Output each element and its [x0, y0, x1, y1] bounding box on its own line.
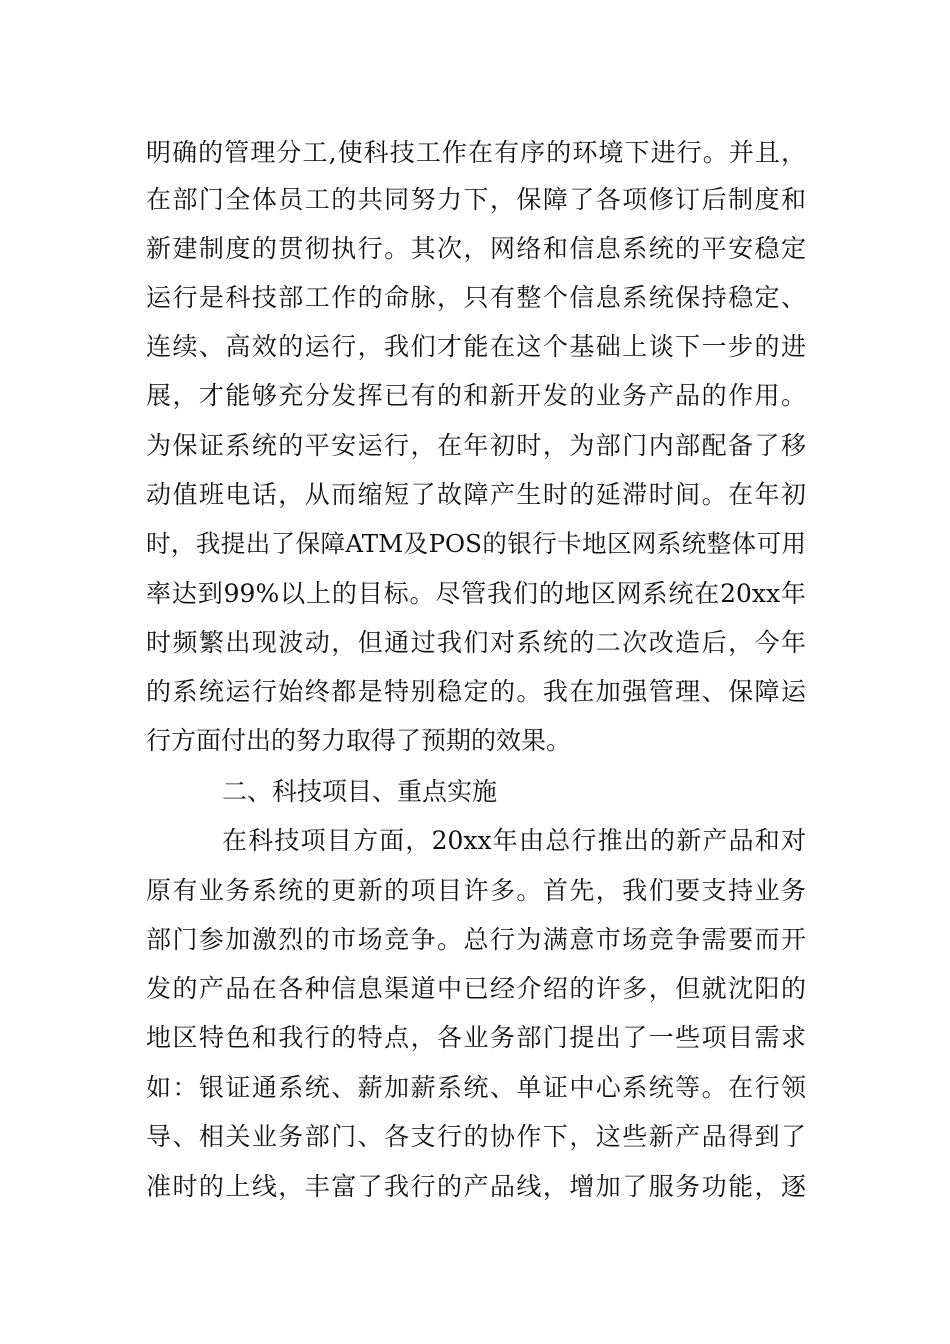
text-line: 展，才能够充分发挥已有的和新开发的业务产品的作用。: [146, 381, 806, 410]
text-line: 发的产品在各种信息渠道中已经介绍的许多，但就沈阳的: [146, 974, 806, 1003]
text-line: 为保证系统的平安运行，在年初时，为部门内部配备了移: [146, 431, 806, 460]
text-line: 地区特色和我行的特点，各业务部门提出了一些项目需求: [146, 1023, 806, 1052]
text-line: 时频繁出现波动，但通过我们对系统的二次改造后，今年: [146, 628, 806, 657]
section-heading: 二、科技项目、重点实施: [222, 777, 498, 806]
text-line: 时，我提出了保障ATM及POS的银行卡地区网系统整体可用: [146, 529, 806, 558]
text-line: 准时的上线，丰富了我行的产品线，增加了服务功能，逐: [146, 1172, 806, 1201]
text-line: 率达到99%以上的目标。尽管我们的地区网系统在20xx年: [146, 579, 806, 608]
text-line: 连续、高效的运行，我们才能在这个基础上谈下一步的进: [146, 332, 806, 361]
text-line: 新建制度的贯彻执行。其次，网络和信息系统的平安稳定: [146, 234, 806, 263]
text-line: 运行是科技部工作的命脉，只有整个信息系统保持稳定、: [146, 283, 806, 312]
text-line: 行方面付出的努力取得了预期的效果。: [146, 726, 572, 755]
text-line: 原有业务系统的更新的项目许多。首先，我们要支持业务: [146, 876, 806, 905]
paragraph-first-line: 在科技项目方面，20xx年由总行推出的新产品和对: [222, 826, 806, 855]
text-line: 的系统运行始终都是特别稳定的。我在加强管理、保障运: [146, 677, 806, 706]
text-line: 在部门全体员工的共同努力下，保障了各项修订后制度和: [146, 185, 806, 214]
text-line: 动值班电话，从而缩短了故障产生时的延滞时间。在年初: [146, 480, 806, 509]
text-line: 明确的管理分工,使科技工作在有序的环境下进行。并且，: [146, 138, 806, 167]
text-line: 导、相关业务部门、各支行的协作下，这些新产品得到了: [146, 1122, 806, 1151]
text-line: 部门参加激烈的市场竞争。总行为满意市场竞争需要而开: [146, 925, 806, 954]
text-line: 如：银证通系统、薪加薪系统、单证中心系统等。在行领: [146, 1073, 806, 1102]
